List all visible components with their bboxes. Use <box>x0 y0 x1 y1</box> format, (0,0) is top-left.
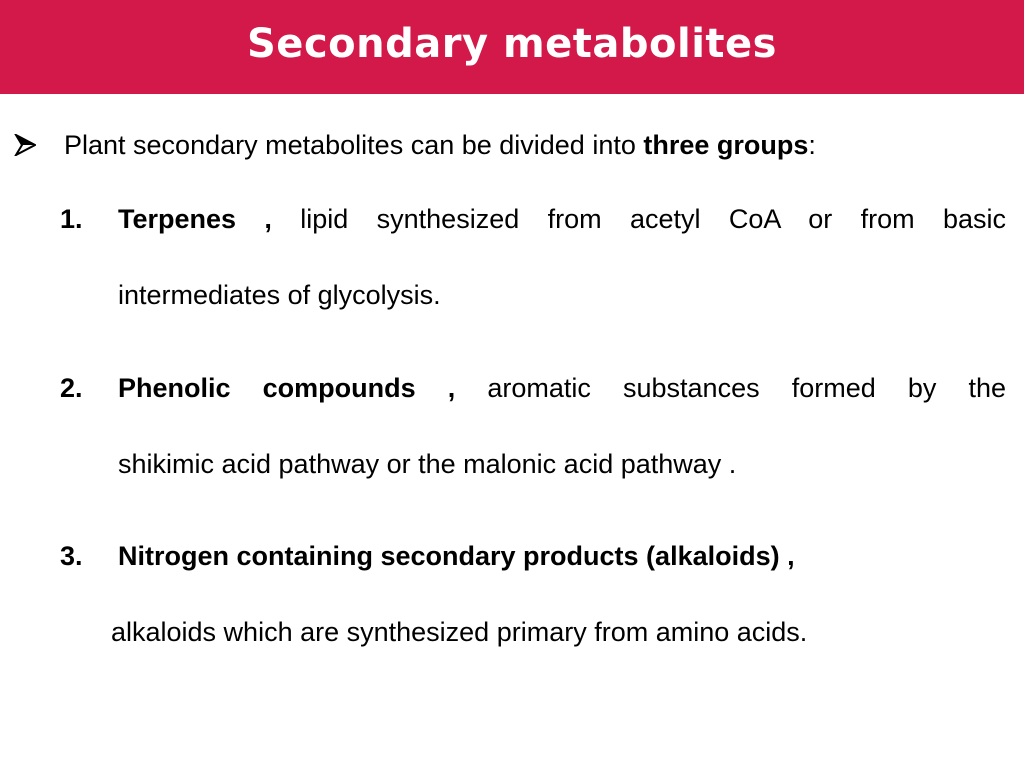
item-term: Phenolic compounds , <box>118 373 456 403</box>
intro-text-end: : <box>808 130 816 160</box>
slide-title: Secondary metabolites <box>247 21 777 67</box>
item-continuation: shikimic acid pathway or the malonic acid pathway . <box>118 449 737 479</box>
intro-bold-text: three groups <box>643 130 809 160</box>
list-item <box>60 538 1006 647</box>
list-item <box>60 370 1006 479</box>
arrow-right-icon <box>14 134 36 156</box>
list-item <box>60 201 1006 310</box>
item-number: 1. <box>60 204 83 234</box>
item-description: lipid synthesized from acetyl CoA or from basic <box>271 204 1006 234</box>
intro-text: Plant secondary metabolites can be divided into <box>64 130 644 160</box>
item-first-line <box>118 538 1006 574</box>
intro-bullet <box>14 127 1014 163</box>
item-description: aromatic substances formed by the <box>455 373 1006 403</box>
item-continuation: alkaloids which are synthesized primary from amino acids. <box>111 617 808 647</box>
item-first-line <box>118 201 1006 237</box>
title-bar <box>0 0 1024 94</box>
item-number: 2. <box>60 373 83 403</box>
item-term: Nitrogen containing secondary products (alkaloids) , <box>118 541 795 571</box>
item-term: Terpenes , <box>118 204 272 234</box>
item-first-line <box>118 370 1006 406</box>
item-number: 3. <box>60 541 83 571</box>
item-continuation: intermediates of glycolysis. <box>118 280 441 310</box>
